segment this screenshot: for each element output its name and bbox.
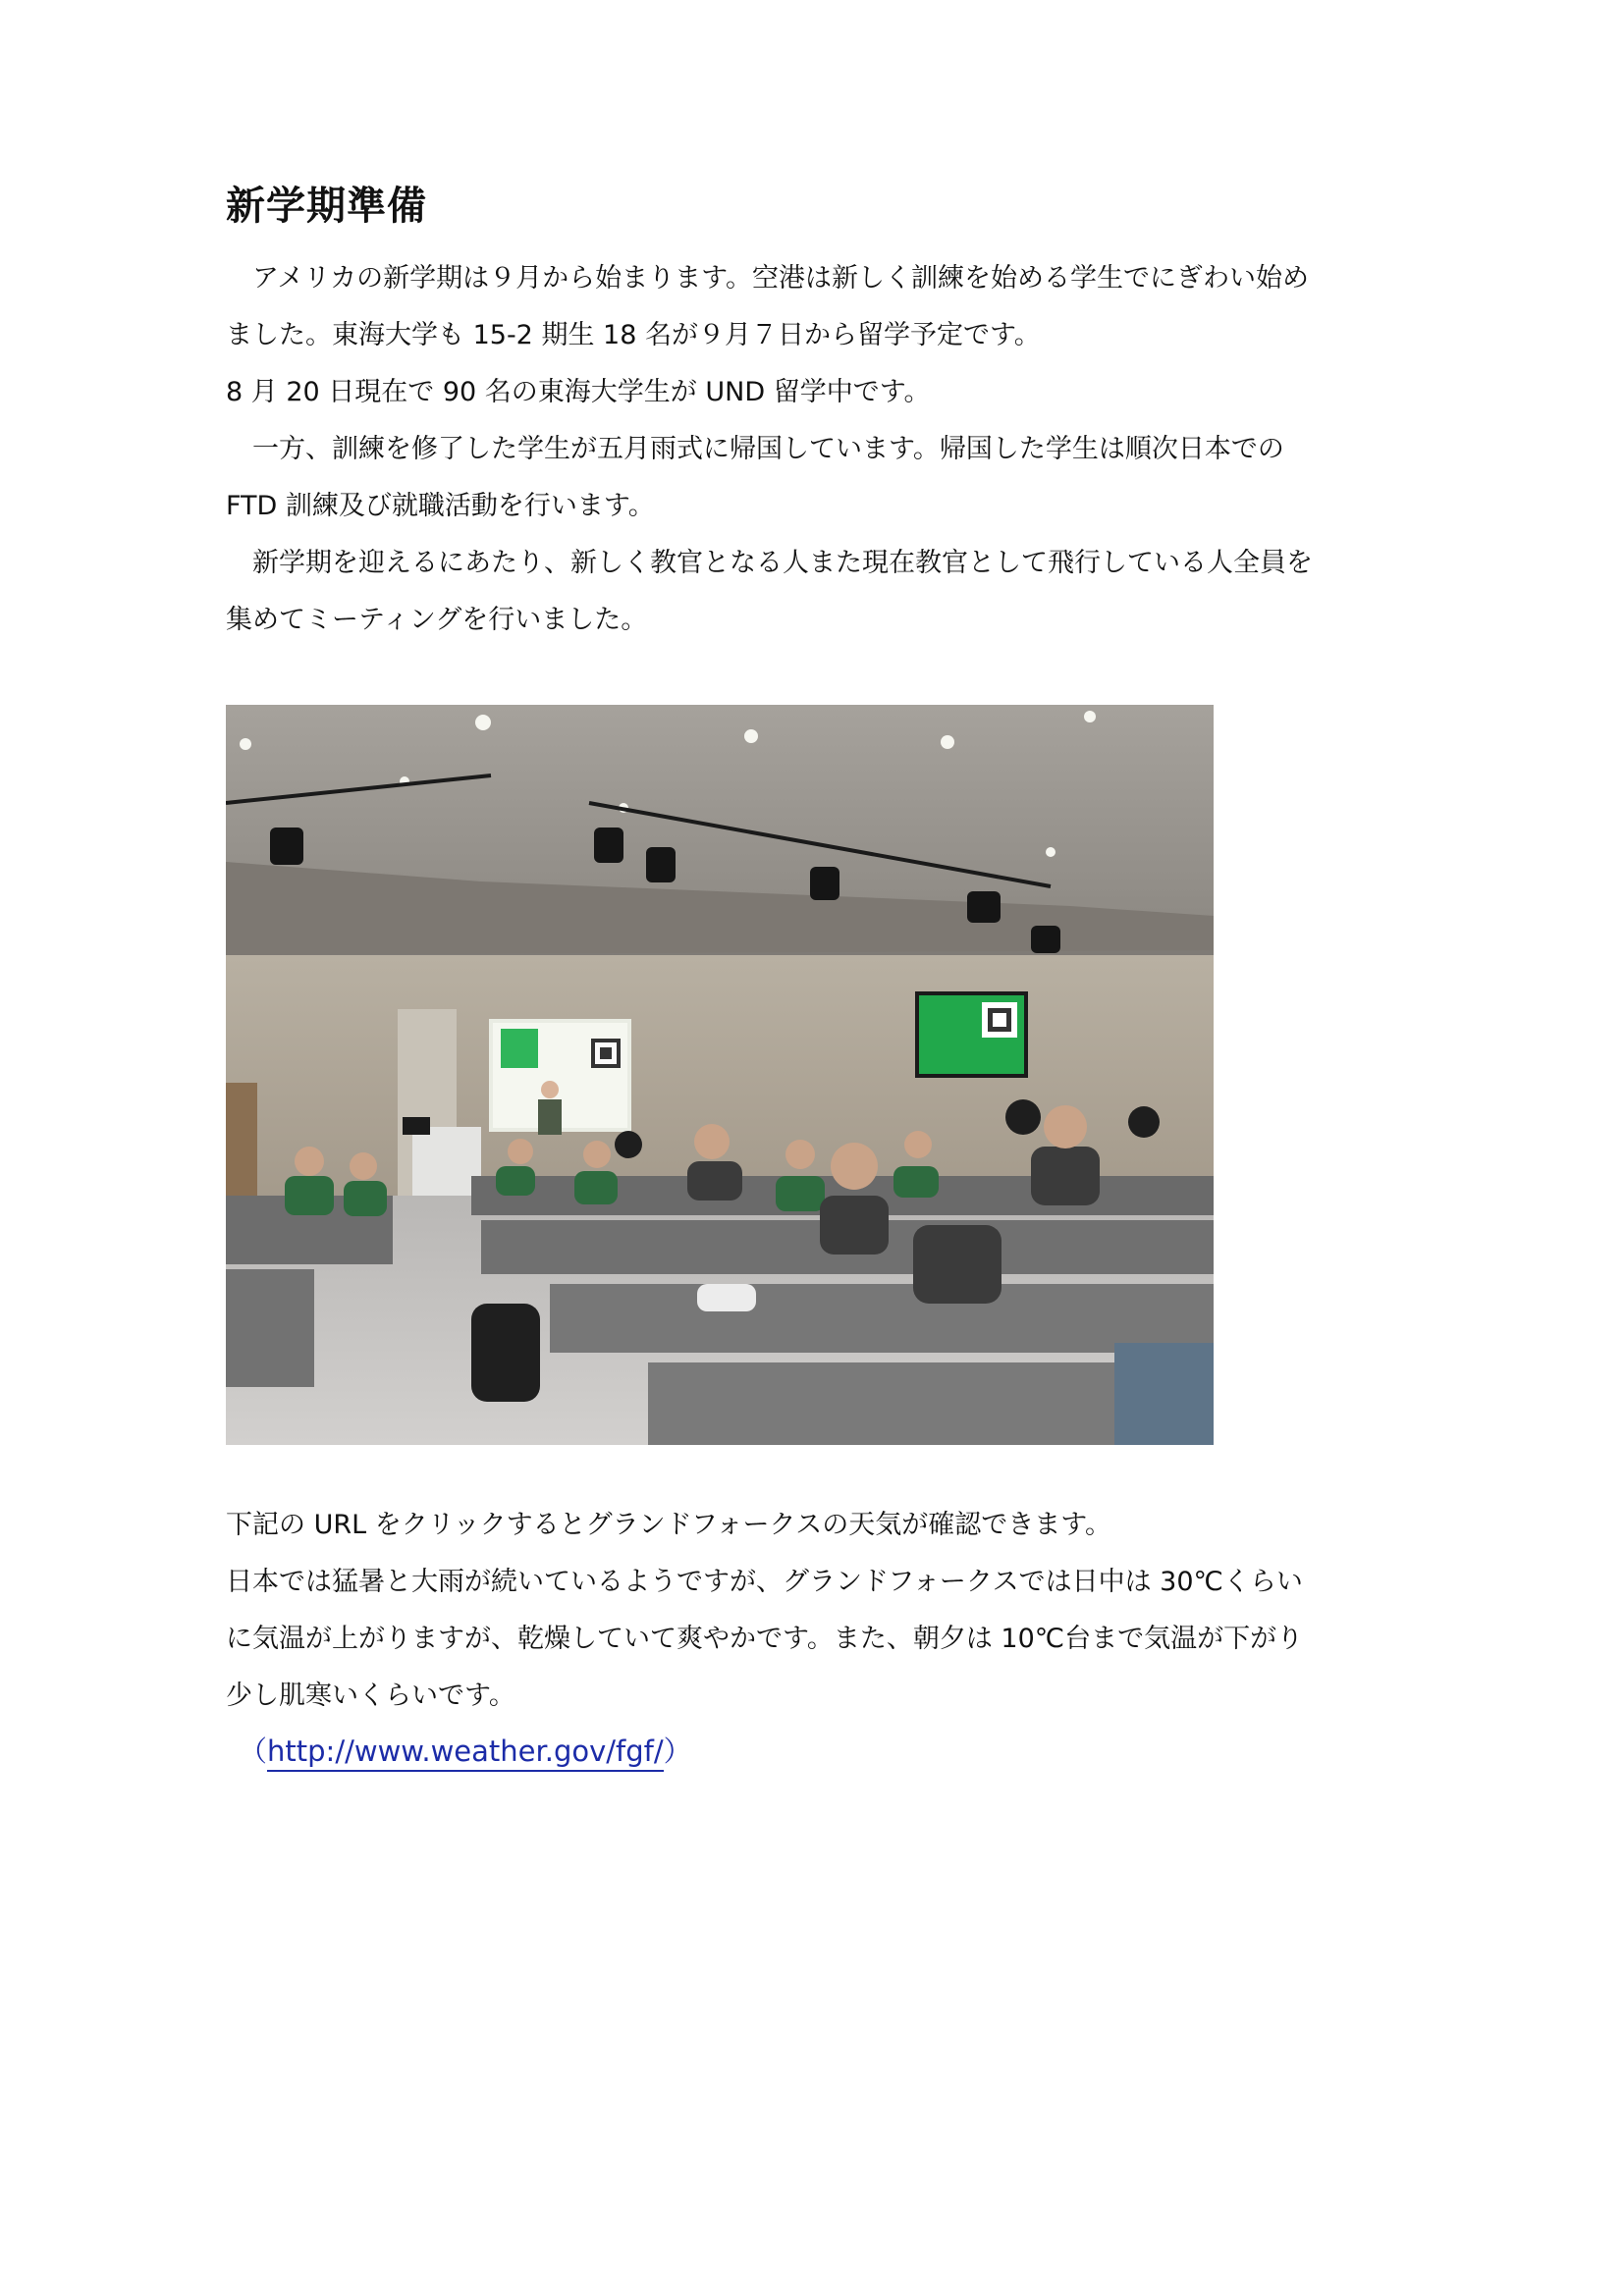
text-line: 8 月 20 日現在で 90 名の東海大学生が UND 留学中です。 <box>226 377 931 407</box>
text-line: に気温が上がりますが、乾燥していて爽やかです。また、朝夕は 10℃台まで気温が下がり <box>226 1624 1304 1654</box>
text-line: ました。東海大学も 15-2 期生 18 名が９月７日から留学予定です。 <box>226 320 1041 350</box>
intro-paragraph <box>226 250 1424 649</box>
weather-paragraph <box>226 1497 1424 1725</box>
text-line: アメリカの新学期は９月から始まります。空港は新しく訓練を始める学生でにぎわい始め <box>226 263 1309 294</box>
url-line <box>239 1730 692 1773</box>
page-title: 新学期準備 <box>226 184 427 229</box>
text-line: 集めてミーティングを行いました。 <box>226 605 648 635</box>
lecture-hall-photo <box>226 705 1214 1445</box>
text-line: 新学期を迎えるにあたり、新しく教官となる人また現在教官として飛行している人全員を <box>226 548 1313 578</box>
text-line: 下記の URL をクリックするとグランドフォークスの天気が確認できます。 <box>226 1510 1112 1540</box>
text-line: 日本では猛暑と大雨が続いているようですが、グランドフォークスでは日中は 30℃くらい <box>226 1567 1303 1597</box>
text-line: 少し肌寒いくらいです。 <box>226 1681 515 1711</box>
text-line: 一方、訓練を修了した学生が五月雨式に帰国しています。帰国した学生は順次日本での <box>226 434 1284 464</box>
close-paren: ） <box>663 1735 692 1768</box>
open-paren: （ <box>239 1735 268 1768</box>
weather-url-link[interactable]: http://www.weather.gov/fgf/ <box>267 1735 664 1772</box>
text-line: FTD 訓練及び就職活動を行います。 <box>226 491 655 521</box>
